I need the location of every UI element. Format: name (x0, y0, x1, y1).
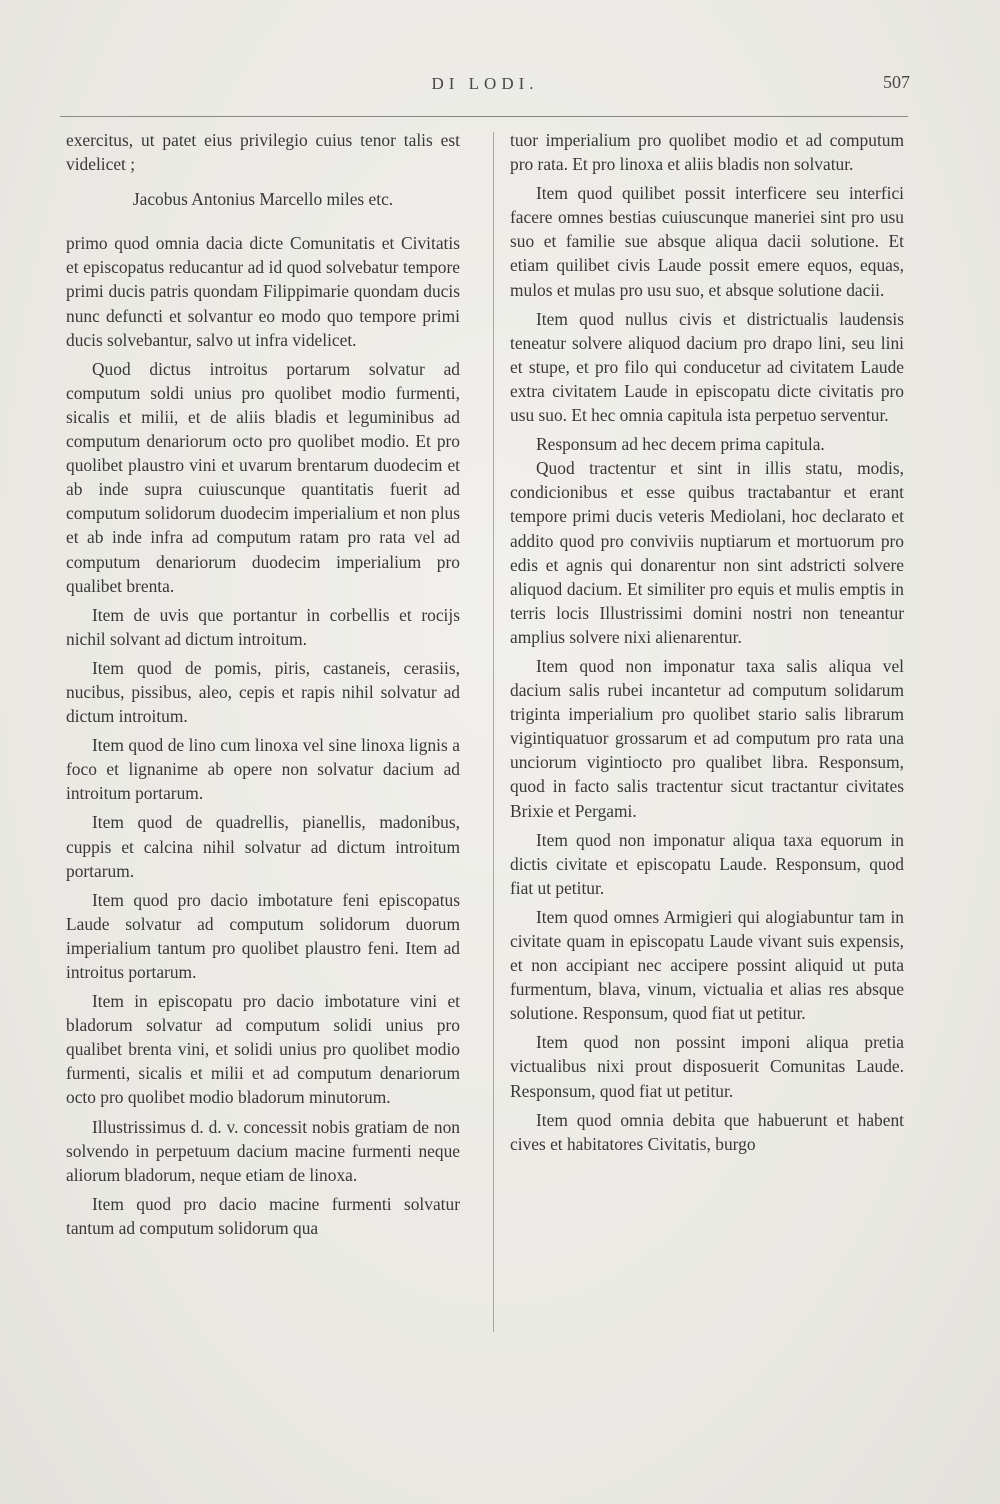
paragraph: Illustrissimus d. d. v. concessit nobis gratiam de non solvendo in perpetuum dacium macine furmenti neque aliorum bladorum, neque etiam de linoxa. (66, 1116, 460, 1185)
paragraph: Item in episcopatu pro dacio imbotature vini et bladorum solvatur ad computum solidi unius pro qualibet brenta vini, et solidi unius pro quolibet modio furmenti, sicalis et milii et ad computum denariorum octo pro quolibet modio bladorum minutorum. (66, 991, 460, 1108)
paragraph: Responsum ad hec decem prima capitula. (536, 434, 825, 455)
paragraph: Item quod de pomis, piris, castaneis, cerasiis, nucibus, pissibus, aleo, cepis et rapis nihil solvatur ad dictum introitum. (66, 657, 460, 727)
page-number: 507 (883, 72, 910, 92)
paragraph: Item quod omnia debita que habuerunt et habent cives et habitatores Civitatis, burgo (510, 1109, 904, 1154)
paragraph: Quod tractentur et sint in illis statu, modis, condicionibus et esse quibus tractabantur et erant tempore primi ducis veteris Mediolani, hoc declarato et addito quod pro conviviis nuptiarum et mortuorum pro edis et agnis qui donarentur non sint adstricti solvere aliquod dacium. Et similiter pro equis et mulis emptis in terris locis Illustrissimi domini nostri non teneantur amplius solvere nixi alienarentur. (510, 458, 904, 647)
header-rule (60, 116, 908, 117)
paragraph: Item quod de lino cum linoxa vel sine linoxa lignis a foco et lignanime ab opere non solvatur dacium ad introitum portarum. (66, 735, 460, 804)
paragraph: tuor imperialium pro quolibet modio et ad computum pro rata. Et pro linoxa et aliis bladis non solvatur. (510, 130, 904, 175)
running-head (60, 72, 910, 102)
signature-line: Jacobus Antonius Marcello miles etc. (132, 189, 394, 210)
paragraph: Item quod non imponatur aliqua taxa equorum in dictis civitate et episcopatu Laude. Responsum, quod fiat ut petitur. (510, 829, 904, 898)
running-title: DI LODI. (431, 74, 539, 93)
right-column (510, 128, 904, 1156)
paragraph: exercitus, ut patet eius privilegio cuius tenor talis est videlicet ; (66, 130, 460, 175)
paragraph: Item quod non possint imponi aliqua pretia victualibus nixi prout disposuerit Comunitas Laude. Responsum, quod fiat ut petitur. (510, 1032, 904, 1101)
paragraph: Item quod non imponatur taxa salis aliqua vel dacium salis rubei incantetur ad computum solidarum triginta imperialium pro quolibet stario salis librarum vigintiquatuor grossarum et ad computum pro rata una unciorum vigintiocto pro qualibet libra. Responsum, quod in facto salis tractentur sicut tractantur civitates Brixie et Pergami. (510, 655, 904, 821)
paragraph: Item quod pro dacio macine furmenti solvatur tantum ad computum solidorum qua (66, 1193, 460, 1238)
paragraph: Item quod quilibet possit interficere seu interfici facere omnes bestias cuiuscunque maneriei sint pro usu suo et familie sue absque aliqua dacii solutione. Et etiam quilibet civis Laude possit emere equos, equas, mulos et mulas pro usu suo, et absque solutione dacii. (510, 183, 904, 300)
column-divider (493, 132, 494, 1332)
paragraph: primo quod omnia dacia dicte Comunitatis et Civitatis et episcopatus reducantur ad id quod solvebatur tempore primi ducis patris quondam Filippimarie quondam ducis nunc defuncti et solvantur eo modo quo tempore primi ducis solvebantur, salvo ut infra videlicet. (66, 233, 460, 350)
paragraph: Item quod de quadrellis, pianellis, madonibus, cuppis et calcina nihil solvatur ad dictum introitum portarum. (66, 812, 460, 881)
left-column (66, 128, 460, 1240)
paragraph: Item de uvis que portantur in corbellis et rocijs nichil solvant ad dictum introitum. (66, 604, 460, 649)
paragraph: Quod dictus introitus portarum solvatur ad computum soldi unius pro quolibet modio furmenti, sicalis et milii, et de aliis bladis et leguminibus ad computum denariorum octo pro quolibet modio. Et pro quolibet plaustro vini et uvarum brentarum duodecim et ab inde supra cuiuscunque quantitatis fuerit ad computum solidorum duodecim imperialium et non plus et ab inde infra ad computum ratam pro rata vel ad computum denariorum duodecim imperialium pro qualibet brenta. (66, 358, 460, 596)
paragraph: Item quod omnes Armigieri qui alogiabuntur tam in civitate quam in episcopatu Laude vivant suis expensis, et non accipiant nec accipere possint aliquid ut puta furmentum, blava, vinum, victualia et alias res absque solutione. Responsum, quod fiat ut petitur. (510, 906, 904, 1024)
paragraph: Item quod nullus civis et districtualis laudensis teneatur solvere aliquod dacium pro drapo lini, seu lini et stupe, et pro filo qui conducetur ad civitatem Laude extra civitatem Laude in episcopatu dicte civitatis pro usu suo. Et hec omnia capitula ista perpetuo serventur. (510, 308, 904, 426)
paragraph: Item quod pro dacio imbotature feni episcopatus Laude solvatur ad computum solidorum duorum imperialium tantum pro quolibet plaustro feni. Item ad introitus portarum. (66, 889, 460, 982)
